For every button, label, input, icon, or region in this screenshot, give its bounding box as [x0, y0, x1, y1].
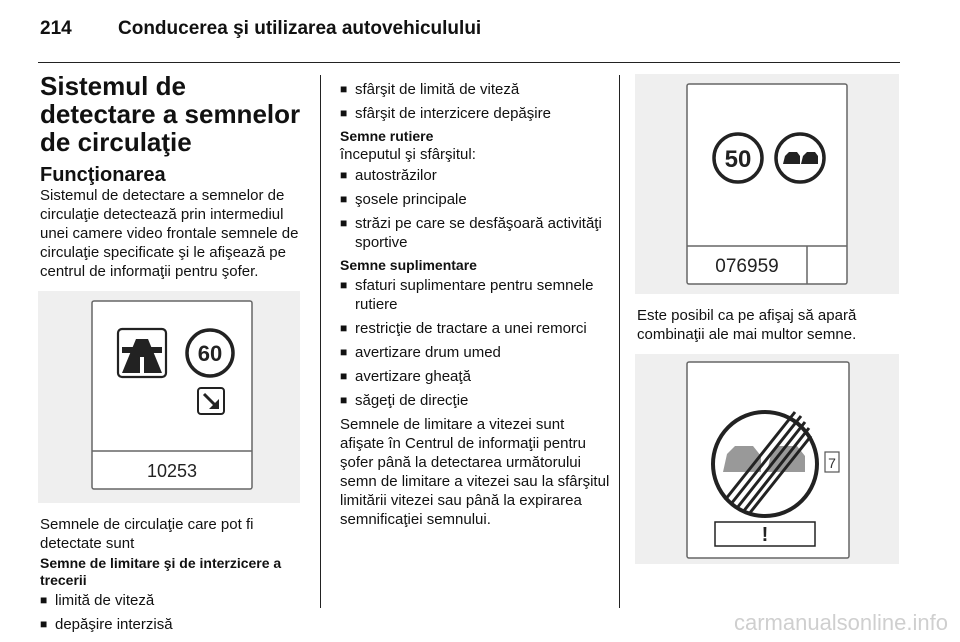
speed-limit-icon — [714, 134, 762, 182]
page-header — [38, 12, 900, 63]
figure-code: 10253 — [146, 461, 198, 481]
running-title: Conducerea şi utilizarea autovehiculului — [118, 18, 482, 39]
road-signs-heading: Semne rutiere — [340, 128, 434, 144]
column-1 — [40, 72, 308, 639]
road-signs-intro: începutul şi sfârşitul: — [340, 146, 476, 163]
figure-motorway-speed-sign — [38, 291, 300, 503]
supplementary-list — [340, 276, 612, 410]
end-limit-list — [340, 80, 612, 123]
speed-limit-icon — [187, 330, 233, 376]
list-item: ■ străzi pe care se desfăşoară activităţi sportive — [340, 214, 612, 252]
no-overtaking-icon — [776, 134, 824, 182]
list-item: ■ sfaturi suplimentare pentru semnele rutiere — [340, 276, 612, 314]
column-2 — [340, 78, 612, 529]
road-signs-list — [340, 166, 612, 252]
figure-code: 076959 — [715, 256, 779, 277]
motorway-icon — [118, 329, 166, 377]
speed-value: 60 — [197, 341, 223, 366]
svg-text:!: ! — [761, 524, 769, 546]
limit-list — [40, 591, 308, 634]
watermark: carmanualsonline.info — [733, 610, 948, 635]
list-item: ■ şosele principale — [340, 190, 612, 209]
closing-paragraph: Semnele de limitare a vitezei sunt afişate în Centrul de informaţii pentru şofer până la detectarea următorului semn de limitare a vitezei sau la sfârşitul limitării vitezei sau până la expirarea semnificaţiei semnului. — [340, 416, 610, 528]
intro-paragraph: Sistemul de detectare a semnelor de circulaţie detectează prin intermediul unei camere video frontale semnele de circulaţie specificate şi le afişează pe centrul de informaţii pentru şofer. — [40, 187, 299, 280]
section-heading: Sistemul de detectare a semnelor de circulaţie — [40, 71, 301, 157]
supplementary-heading: Semne suplimentare — [340, 257, 477, 273]
speed-value: 50 — [724, 146, 752, 173]
list-item: ■ avertizare drum umed — [340, 343, 612, 362]
list-item: ■ sfârşit de limită de viteză — [340, 80, 612, 99]
list-item: ■ depăşire interzisă — [40, 615, 308, 634]
figure-end-no-overtaking-sign — [635, 354, 899, 564]
arrow-down-right-icon — [198, 388, 224, 414]
list-item: ■ avertizare gheaţă — [340, 367, 612, 386]
limit-heading: Semne de limitare şi de interzicere a trecerii — [40, 555, 282, 588]
detectable-intro: Semnele de circulaţie care pot fi detectate sunt — [40, 516, 254, 552]
end-no-overtaking-icon — [713, 412, 817, 516]
column-3 — [637, 68, 907, 576]
combination-paragraph: Este posibil ca pe afişaj să apară combinaţii ale mai multor semne. — [637, 307, 857, 343]
svg-text:7: 7 — [828, 455, 836, 471]
subsection-heading: Funcţionarea — [40, 164, 166, 186]
list-item: ■ limită de viteză — [40, 591, 308, 610]
list-item: ■ săgeţi de direcţie — [340, 391, 612, 410]
figure-speed-overtaking-sign — [635, 74, 899, 294]
column-divider — [320, 75, 321, 608]
list-item: ■ autostrăzilor — [340, 166, 612, 185]
page-number: 214 — [40, 18, 72, 39]
column-divider — [619, 75, 620, 608]
list-item: ■ sfârşit de interzicere depăşire — [340, 104, 612, 123]
side-marker — [825, 452, 839, 472]
list-item: ■ restricţie de tractare a unei remorci — [340, 319, 612, 338]
warning-plate — [715, 522, 815, 546]
